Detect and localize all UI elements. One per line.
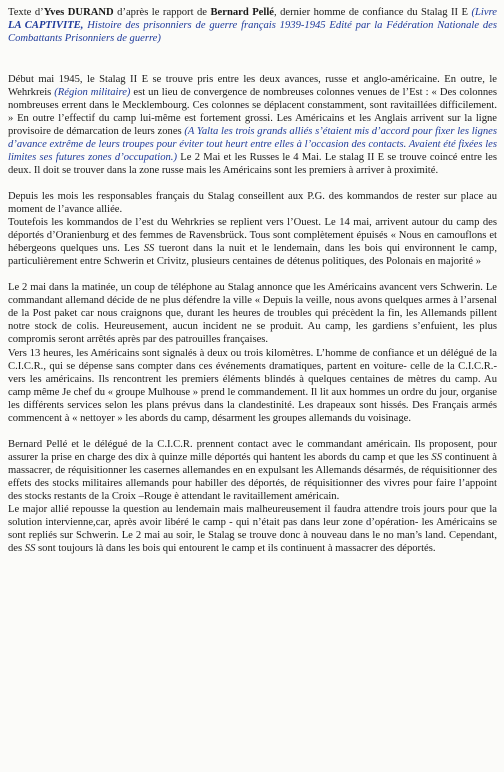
paragraph-text: continuent à massacrer, de réquisitionner les casernes allemandes en en expulsant les Allemands désarmés, de réquisitionner des effets des stocks militaires allemands pour habiller des déportés, de réquisitionner des vivres pour faire l’appoint des stocks restants de la Croix –Rouge è attendant le ravitaillement américain. [8, 451, 497, 502]
paragraph-text: tueront dans la nuit et le lendemain, dans les bois qui environnent le camp, particulièrement entre Schwerin et Crivitz, plusieurs centaines de détenus politiques, des Polonais en majorité » [8, 243, 497, 268]
paragraph-text: Bernard Pellé et le délégué de la C.I.C.R. prennent contact avec le commandant américain. Ils proposent, pour assurer la prise en charge des dix à quinze mille déportés qui hantent les abords du camp et que les [8, 438, 497, 463]
paragraph [8, 73, 497, 177]
source-header [8, 6, 497, 46]
paragraph [8, 438, 497, 503]
header-text: d’après le rapport de [113, 7, 211, 18]
inline-note: (Région militaire) [54, 86, 131, 98]
paragraph [8, 216, 497, 268]
ss-term: SS [24, 543, 36, 555]
paragraph: Le 2 mai dans la matinée, un coup de téléphone au Stalag annonce que les Américains avancent vers Schwerin. Le commandant allemand décide de ne plus défendre la ville « Depuis la veille, nous avons quelques armes à l’arsenal de la Post paket car nous craignons que, durant les heures de troubles qui précèdent la fin, les Allemands pillent notre stock de colis. Heureusement, aucun incident ne se produit. Au camp, les gardiens s’enfuient, les plus compromis seront arrêtés après par des patrouilles françaises. [8, 282, 497, 346]
paragraph-text: Toutefois les kommandos de l’est du Wehrkries se replient vers l’Ouest. Le 14 mai, arrivent autour du camp des déportés d’Oranienburg et des femmes de Ravensbrück. Tous sont complètement épuisés « Nous en camouflons et hébergeons quelques uns. Les [8, 217, 497, 255]
inline-note: (A Yalta les trois grands alliés s’étaient mis d’accord pour fixer les lignes d’avance extrême de leurs troupes pour éviter tout heurt entre elles à l’occasion des contacts. Avaient été fixées les limites ses futures zones d’occupation.) [8, 125, 497, 163]
book-reference-open: (Livre [471, 7, 497, 18]
header-text: Texte d’ [8, 7, 44, 18]
reporter-name: Bernard Pellé [210, 7, 274, 18]
header-text: , dernier homme de confiance du Stalag II E [273, 7, 472, 18]
paragraph: Depuis les mois les responsables français du Stalag conseillent aux P.G. des kommandos de rester sur place au moment de l’avance alliée. [8, 190, 497, 216]
ss-term: SS [431, 451, 442, 463]
paragraph-text: Début mai 1945, le Stalag II E se trouve pris entre les deux avances, russe et anglo-américaine. En outre, le Wehrkreis [8, 73, 497, 98]
paragraph-text: sont toujours là dans les bois qui entourent le camp et ils continuent à massacrer des déportés. [35, 543, 436, 555]
paragraph: Vers 13 heures, les Américains sont signalés à deux ou trois kilomètres. L’homme de confiance et un délégué de la C.I.C.R., qui se dépense sans compter dans ces événements dramatiques, partent en voiture- celle de la C.I.C.R.- vers les américains. Ils rencontrent les premiers éléments blindés à quelques centaines de mètres du camp. Au camp même Je chef du « groupe Mulhouse » prend le commandement. Il lit aux hommes un ordre du jour, organise les différents services selon les plans prévus dans la clandestinité. Les drapeaux sont hissés. Des Français armés commencent à « nettoyer » les abords du camp, désarment les groupes allemands du voisinage. [8, 347, 497, 424]
book-title: LA CAPTIVITE, [8, 20, 84, 32]
paragraph-text: Le major allié repousse la question au lendemain mais malheureusement il faudra attendre trois jours pour que la solution intervienne,car, après avoir libéré le camp - qui n’était pas dans leur zone d’opération- les Américains se sont repliés sur Schwerin. Le 2 mai au soir, le Stalag se trouve donc à nouveau dans le no man’s land. Cependant, des [8, 504, 497, 555]
paragraph [8, 503, 497, 555]
paragraph-text: Le 2 Mai et les Russes le 4 Mai. Le stalag II E se trouve coincé entre les deux. Il doit se trouver dans la zone russe mais les Américains sont les premiers à arriver à proximité. [8, 151, 497, 176]
author-name: Yves DURAND [43, 7, 114, 18]
paragraph-text: est un lieu de convergence de nombreuses colonnes venues de l’Est : « Des colonnes nombreuses errent dans le Mecklembourg. Ces colonnes se déplacent constamment, sont ravitaillées difficilement. » En outre l’effectif du camp lui-même est fortement grossi. Les Américains et les Anglais arrivent sur la ligne provisoire de démarcation de leurs zones [8, 86, 497, 137]
ss-term: SS [143, 243, 155, 255]
book-reference: Histoire des prisonniers de guerre français 1939-1945 Edité par la Fédération Nationale des Combattants Prisonniers de guerre) [8, 20, 498, 45]
